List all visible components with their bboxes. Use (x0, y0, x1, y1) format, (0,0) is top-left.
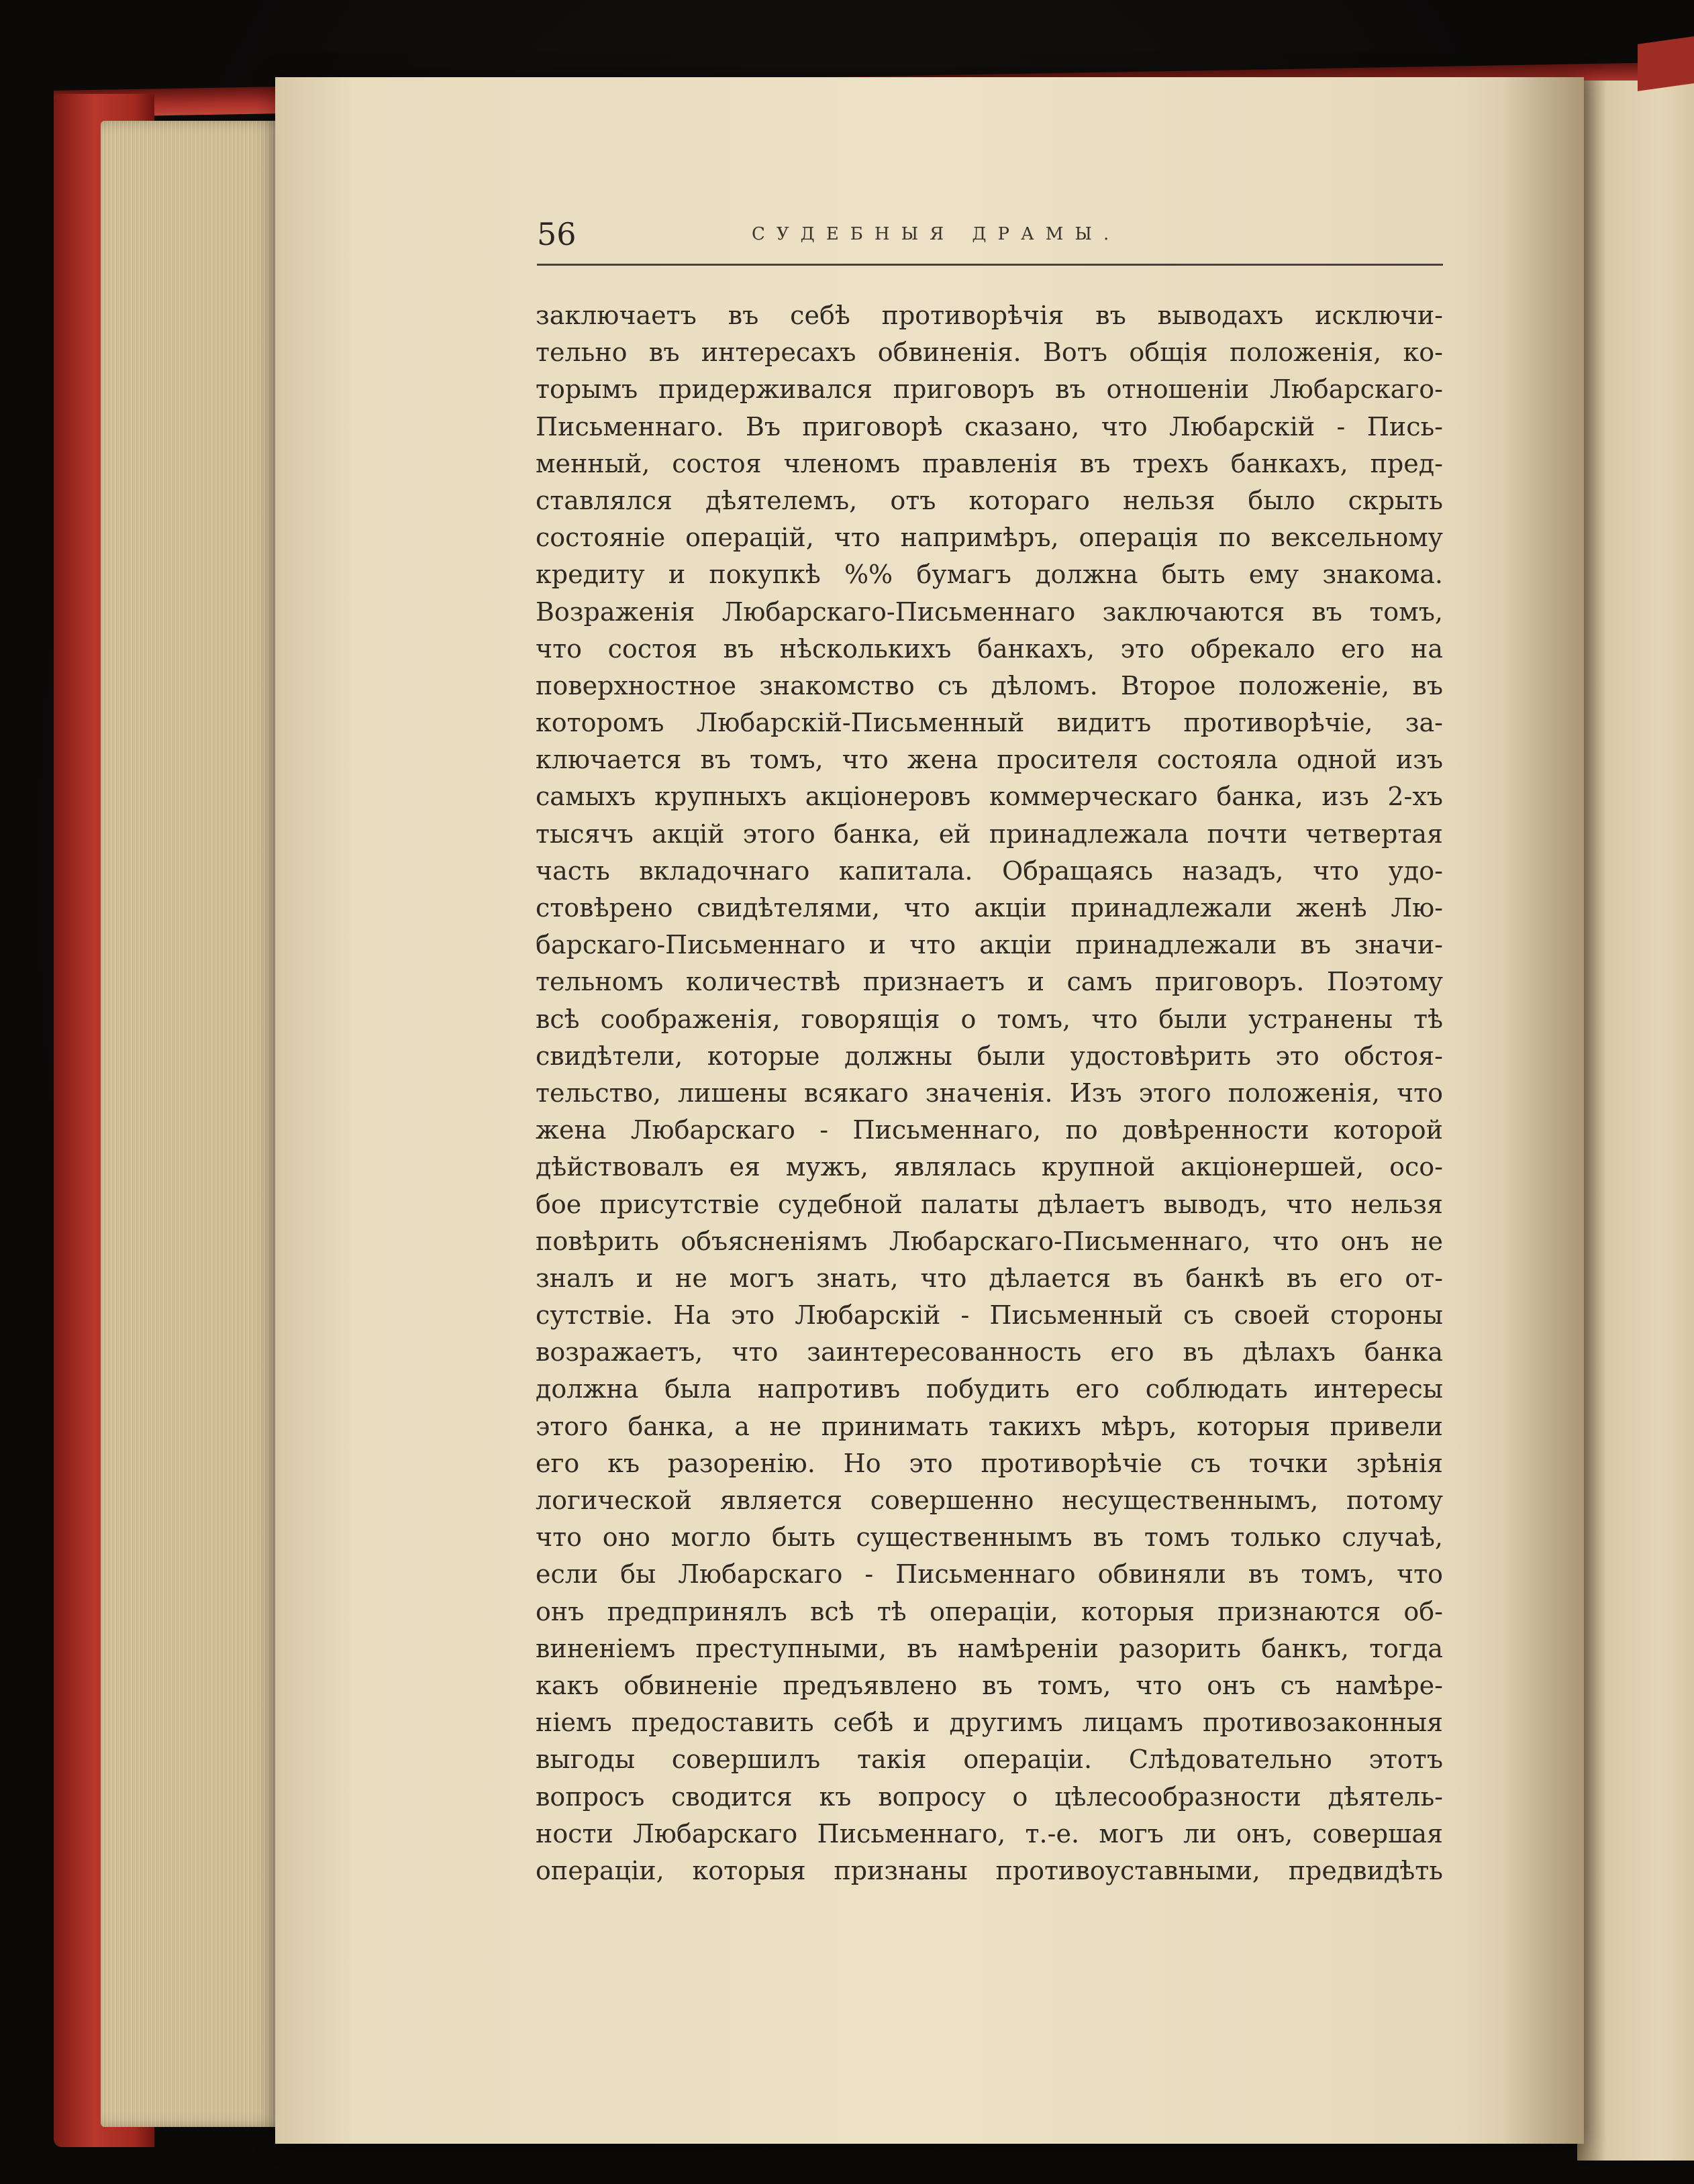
book-cover-corner (1638, 36, 1694, 91)
header-rule (537, 264, 1443, 266)
text-line: тысячъ акцій этого банка, ей принадлежала почти четвертая (536, 819, 1443, 849)
text-line: тельство, лишены всякаго значенія. Изъ этого положенія, что (536, 1078, 1443, 1108)
facing-page-edge (1577, 81, 1694, 2161)
text-line: зналъ и не могъ знать, что дѣлается въ банкѣ въ его от- (536, 1263, 1443, 1293)
text-line: виненіемъ преступными, въ намѣреніи разорить банкъ, тогда (536, 1633, 1443, 1663)
text-line: ставлялся дѣятелемъ, отъ котораго нельзя было скрыть (536, 485, 1443, 515)
text-line: часть вкладочнаго капитала. Обращаясь назадъ, что удо- (536, 855, 1443, 886)
text-line: Возраженія Любарскаго-Письменнаго заключаются въ томъ, (536, 596, 1443, 627)
text-line: стовѣрено свидѣтелями, что акціи принадлежали женѣ Лю- (536, 893, 1443, 923)
text-line: этого банка, а не принимать такихъ мѣръ, которыя привели (536, 1411, 1443, 1441)
text-line: что состоя въ нѣсколькихъ банкахъ, это обрекало его на (536, 633, 1443, 664)
text-line: должна была напротивъ побудить его соблюдать интересы (536, 1374, 1443, 1404)
text-line: торымъ придерживался приговоръ въ отношеніи Любарскаго- (536, 374, 1443, 405)
text-line: если бы Любарскаго - Письменнаго обвиняли въ томъ, что (536, 1559, 1443, 1590)
text-line: ніемъ предоставить себѣ и другимъ лицамъ противозаконныя (536, 1708, 1443, 1738)
page-header (537, 216, 1443, 270)
text-line: всѣ соображенія, говорящія о томъ, что были устранены тѣ (536, 1004, 1443, 1034)
running-title: СУДЕБНЫЯ ДРАМЫ. (752, 224, 1121, 244)
text-line: ности Любарскаго Письменнаго, т.-е. могъ ли онъ, совершая (536, 1818, 1443, 1849)
text-line: свидѣтели, которые должны были удостовѣрить это обстоя- (536, 1041, 1443, 1071)
text-line: жена Любарскаго - Письменнаго, по довѣренности которой (536, 1115, 1443, 1145)
text-line: сутствіе. На это Любарскій - Письменный съ своей стороны (536, 1300, 1443, 1331)
text-line: тельно въ интересахъ обвиненія. Вотъ общія положенія, ко- (536, 337, 1443, 368)
text-line: дѣйствовалъ ея мужъ, являлась крупной акціонершей, осо- (536, 1152, 1443, 1182)
text-line: выгоды совершилъ такія операціи. Слѣдовательно этотъ (536, 1745, 1443, 1775)
text-line: вопросъ сводится къ вопросу о цѣлесообразности дѣятель- (536, 1781, 1443, 1812)
text-line: ключается въ томъ, что жена просителя состояла одной изъ (536, 745, 1443, 775)
text-line: онъ предпринялъ всѣ тѣ операціи, которыя признаются об- (536, 1596, 1443, 1626)
body-text (536, 297, 1443, 1889)
text-line: логической является совершенно несущественнымъ, потому (536, 1486, 1443, 1515)
text-line: поверхностное знакомство съ дѣломъ. Второе положеніе, въ (536, 670, 1443, 700)
text-line: тельномъ количествѣ признаетъ и самъ приговоръ. Поэтому (536, 967, 1443, 997)
text-line: Письменнаго. Въ приговорѣ сказано, что Любарскій - Пись- (536, 411, 1443, 441)
page-number: 56 (537, 216, 577, 252)
page-edge-stack (101, 121, 282, 2127)
text-line: возражаетъ, что заинтересованность его въ дѣлахъ банка (536, 1337, 1443, 1367)
text-line: какъ обвиненіе предъявлено въ томъ, что онъ съ намѣре- (536, 1670, 1443, 1700)
text-line: бое присутствіе судебной палаты дѣлаетъ выводъ, что нельзя (536, 1189, 1443, 1219)
text-line: заключаетъ въ себѣ противорѣчія въ выводахъ исключи- (536, 301, 1443, 330)
text-line: состояніе операцій, что напримѣръ, операція по вексельному (536, 523, 1443, 553)
text-line: повѣрить объясненіямъ Любарскаго-Письменнаго, что онъ не (536, 1226, 1443, 1256)
text-line: самыхъ крупныхъ акціонеровъ коммерческаго банка, изъ 2-хъ (536, 782, 1443, 812)
text-line: менный, состоя членомъ правленія въ трехъ банкахъ, пред- (536, 448, 1443, 478)
text-line: его къ разоренію. Но это противорѣчіе съ точки зрѣнія (536, 1448, 1443, 1478)
text-line: которомъ Любарскій-Письменный видитъ противорѣчіе, за- (536, 708, 1443, 738)
text-line: что оно могло быть существеннымъ въ томъ только случаѣ, (536, 1522, 1443, 1553)
text-line: кредиту и покупкѣ %% бумагъ должна быть ему знакома. (536, 560, 1443, 590)
text-line: барскаго-Письменнаго и что акціи принадлежали въ значи- (536, 930, 1443, 960)
text-line: операціи, которыя признаны противоуставными, предвидѣть (536, 1855, 1443, 1885)
